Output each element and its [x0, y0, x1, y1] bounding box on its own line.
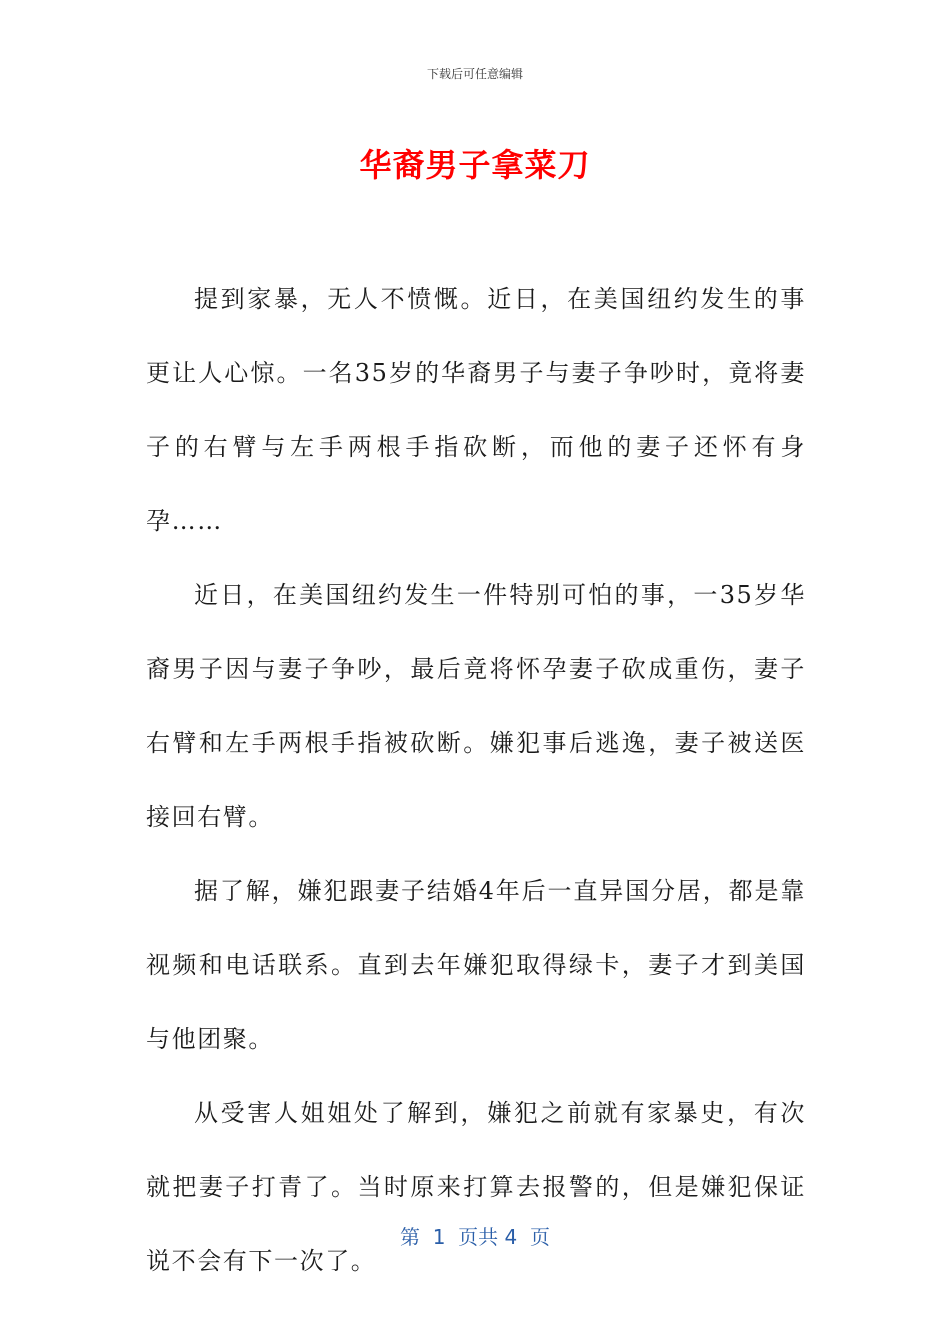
paragraph: 提到家暴，无人不愤慨。近日，在美国纽约发生的事更让人心惊。一名35岁的华裔男子与妻子争吵时，竟将妻子的右臂与左手两根手指砍断，而他的妻子还怀有身孕…… — [146, 285, 806, 535]
document-body — [146, 262, 806, 1298]
paragraph: 据了解，嫌犯跟妻子结婚4年后一直异国分居，都是靠视频和电话联系。直到去年嫌犯取得绿卡，妻子才到美国与他团聚。 — [146, 877, 806, 1053]
header-note: 下载后可任意编辑 — [426, 67, 523, 81]
paragraph: 从受害人姐姐处了解到，嫌犯之前就有家暴史，有次就把妻子打青了。当时原来打算去报警的，但是嫌犯保证说不会有下一次了。 — [146, 1099, 806, 1275]
page-number-footer: 第 1 页共 4 页 — [400, 1225, 550, 1249]
paragraph: 近日，在美国纽约发生一件特别可怕的事，一35岁华裔男子因与妻子争吵，最后竟将怀孕妻子砍成重伤，妻子右臂和左手两根手指被砍断。嫌犯事后逃逸，妻子被送医接回右臂。 — [146, 581, 806, 831]
document-title: 华裔男子拿菜刀 — [359, 146, 591, 184]
